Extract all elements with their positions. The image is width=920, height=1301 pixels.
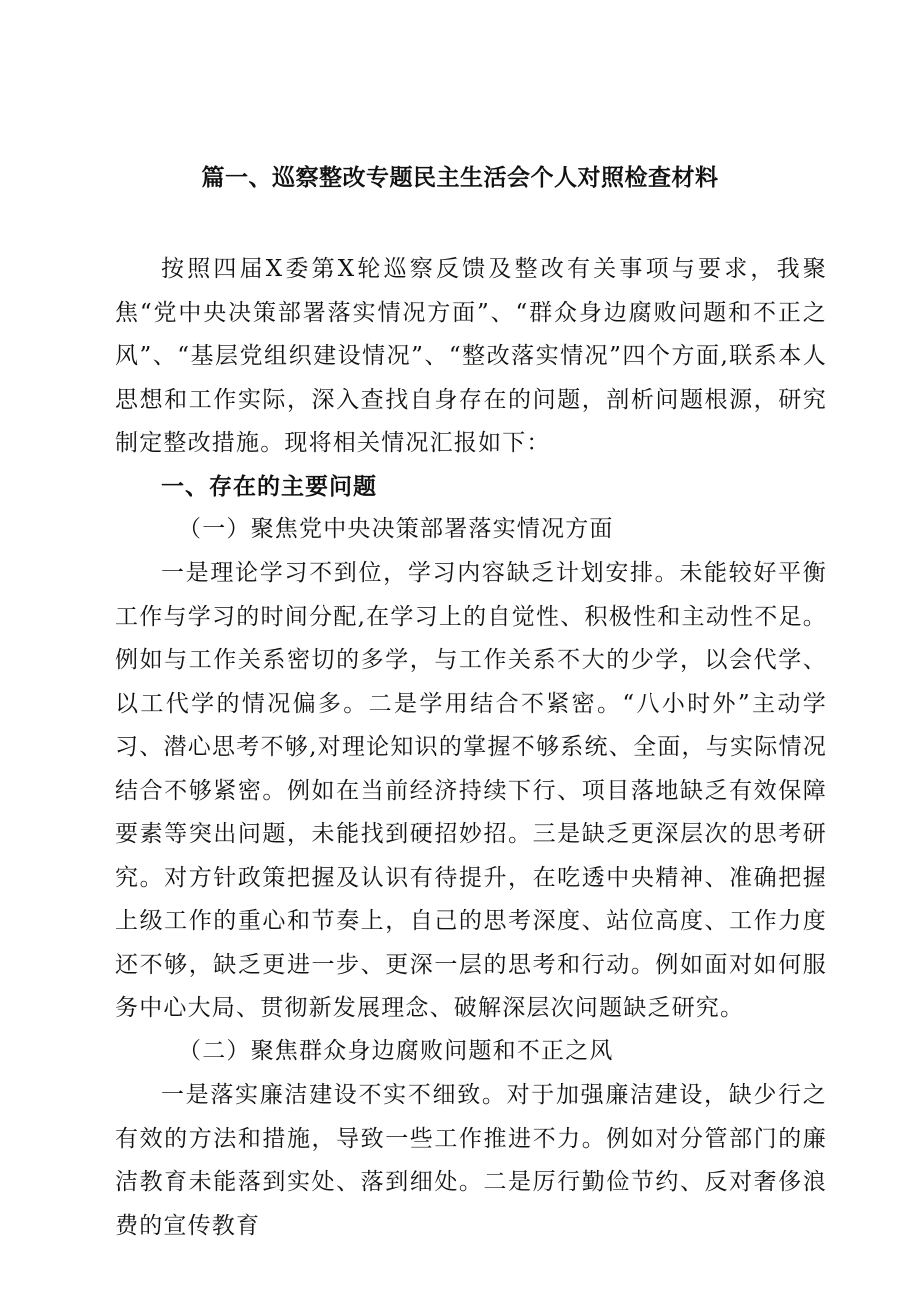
paragraph-text: 一是落实廉洁建设不实不细致。对于加强廉洁建设，缺少行之有效的方法和措施，导致一些工作推进不力。例如对分管部门的廉洁教育未能落到实处、落到细处。二是厉行勤俭节约、反对奢侈浪费的宣传教育 [115, 1082, 827, 1239]
subsection-paragraph-corruption [115, 1074, 827, 1248]
subsection-paragraph-central-decisions [115, 552, 827, 1031]
section-heading-main-problems: 一、存在的主要问题 [161, 473, 377, 500]
document-title: 篇一、巡察整改专题民主生活会个人对照检查材料 [201, 164, 719, 191]
paragraph-text: 一是理论学习不到位，学习内容缺乏计划安排。未能较好平衡工作与学习的时间分配,在学习上的自觉性、积极性和主动性不足。例如与工作关系密切的多学，与工作关系不大的少学，以会代学、以工代学的情况偏多。二是学用结合不紧密。“八小时外”主动学习、潜心思考不够,对理论知识的掌握不够系统、全面，与实际情况结合不够紧密。例如在当前经济持续下行、项目落地缺乏有效保障要素等突出问题，未能找到硬招妙招。三是缺乏更深层次的思考研究。对方针政策把握及认识有待提升，在吃透中央精神、准确把握上级工作的重心和节奏上，自己的思考深度、站位高度、工作力度还不够，缺乏更进一步、更深一层的思考和行动。例如面对如何服务中心大局、贯彻新发展理念、破解深层次问题缺乏研究。 [115, 560, 827, 1021]
intro-paragraph [115, 248, 827, 466]
subsection-heading-central-decisions: （一）聚焦党中央决策部署落实情况方面 [178, 516, 614, 542]
intro-text: 按照四届X委第X轮巡察反馈及整改有关事项与要求，我聚焦“党中央决策部署落实情况方面”、“群众身边腐败问题和不正之风”、“基层党组织建设情况”、“整改落实情况”四个方面,联系本人思想和工作实际，深入查找自身存在的问题，剖析问题根源，研究制定整改措施。现将相关情况汇报如下： [115, 256, 827, 456]
subsection-heading-corruption: （二）聚焦群众身边腐败问题和不正之风 [178, 1038, 614, 1064]
